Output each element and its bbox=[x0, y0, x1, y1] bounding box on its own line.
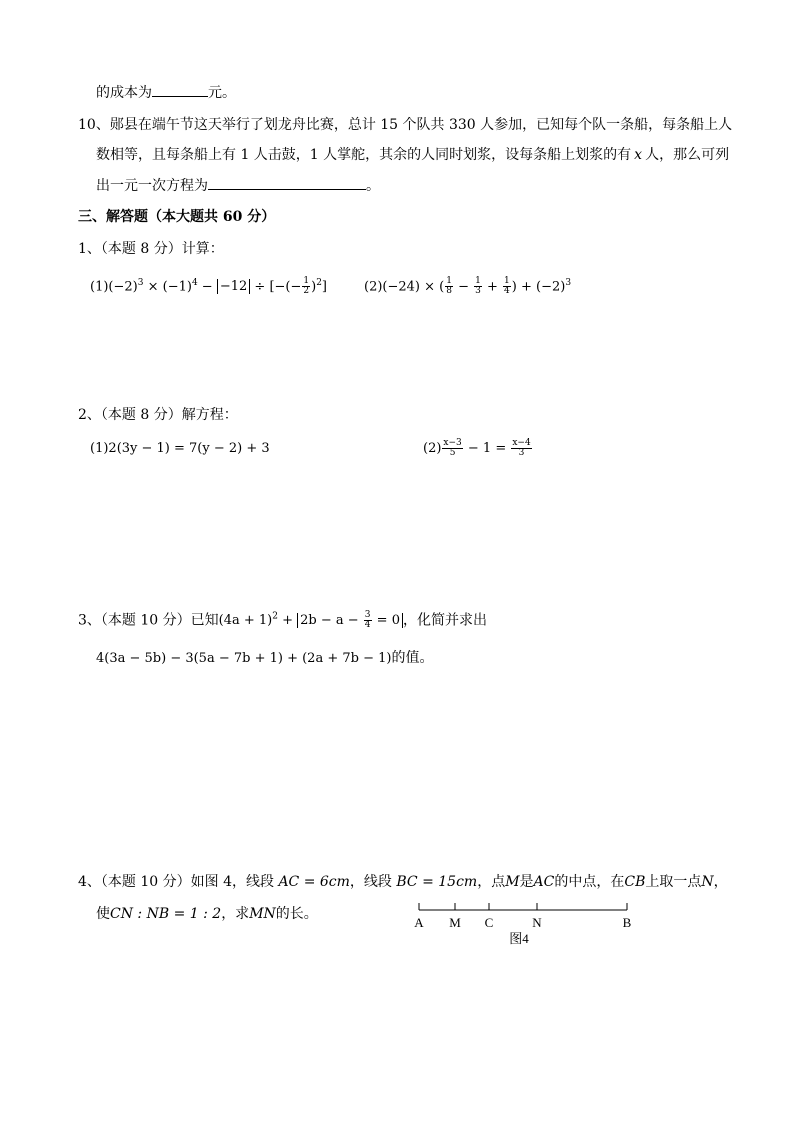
point-label-n: N bbox=[532, 915, 542, 930]
p4-n: N bbox=[701, 874, 714, 890]
p1-e1-label: (1) bbox=[90, 279, 109, 295]
p2-equation-2: (2) $\frac{x-3}{5}$ − 1 = $\frac{x-4}{3}$ bbox=[423, 438, 531, 458]
q10-answer-blank[interactable] bbox=[208, 175, 366, 190]
p3-expr2: 4(3a − 5b) − 3(5a − 7b + 1) + (2a + 7b − 1) bbox=[96, 651, 392, 666]
q9-answer-blank[interactable] bbox=[152, 82, 208, 97]
p2-equation-1 bbox=[90, 439, 270, 459]
p4-text-i: ，求 bbox=[221, 906, 250, 922]
p4-cb: CB bbox=[624, 874, 646, 890]
p4-m: M bbox=[505, 874, 520, 890]
q10-line3-prefix: 出一元一次方程为 bbox=[96, 178, 208, 194]
q10-line2-a: 数相等，且每条船上有 1 人击鼓，1 人掌舵，其余的人同时划浆，设每条船上划浆的有 bbox=[96, 147, 632, 163]
p1-expression-1: $(1)(-2)^3 \times (-1)^4 - -12$ ÷ [−(− $\frac{1}{2}$ )$^2$] bbox=[90, 276, 327, 297]
q10-line-2 bbox=[96, 145, 729, 165]
point-label-a: A bbox=[414, 915, 424, 930]
p4-text-b: ，线段 bbox=[349, 874, 392, 890]
p4-mn: MN bbox=[249, 906, 276, 922]
p1-expression-2: (2)(−24) × ( $\frac{1}{8}$ − $\frac{1}{3}$ + $\frac{1}{4}$ ) + $(-2)^3$ bbox=[364, 276, 572, 297]
p4-line-2 bbox=[96, 904, 318, 924]
p4-text-h: 使 bbox=[96, 906, 110, 922]
q9-suffix: 元。 bbox=[208, 85, 236, 101]
p4-ac: AC = 6cm bbox=[278, 874, 350, 890]
p4-text-a: 4、（本题 10 分）如图 4，线段 bbox=[78, 874, 274, 890]
q9-tail-line bbox=[96, 82, 236, 103]
p4-line-1 bbox=[78, 872, 728, 892]
p2-e1-label: (1) bbox=[90, 441, 109, 456]
p3-line-2 bbox=[96, 648, 433, 669]
figure-caption: 图4 bbox=[509, 931, 529, 946]
p1-e2-label: (2) bbox=[364, 279, 383, 295]
point-label-b: B bbox=[622, 915, 632, 930]
q10-line3-suffix: 。 bbox=[366, 178, 380, 194]
p4-ac2: AC bbox=[533, 874, 555, 890]
q10-line-3 bbox=[96, 175, 380, 196]
p2-e2-label: (2) bbox=[423, 441, 442, 456]
p1-header: 1、（本题 8 分）计算： bbox=[78, 241, 224, 257]
p4-text-g: ， bbox=[713, 874, 728, 890]
point-label-m: M bbox=[449, 915, 461, 930]
q9-prefix: 的成本为 bbox=[96, 85, 152, 101]
q10-line-1: 10、郧县在端午节这天举行了划龙舟比赛，总计 15 个队共 330 人参加，已知每个队一条船，每条船上人 bbox=[78, 117, 733, 133]
figure-4-segment bbox=[405, 898, 645, 958]
p4-text-c: ，点 bbox=[477, 874, 506, 890]
p3-condition: $(4a + 1)^2 + 2b - a$ − $\frac{3}{4}$ = 0 bbox=[219, 613, 403, 628]
p4-text-e: 的中点，在 bbox=[554, 874, 625, 890]
p2-e1-expr: 2(3y − 1) = 7(y − 2) + 3 bbox=[108, 441, 270, 456]
p3-line-1 bbox=[78, 607, 487, 631]
p4-bc: BC = 15cm bbox=[396, 874, 478, 890]
p3-tail: ，化简并求出 bbox=[402, 612, 487, 629]
p2-header: 2、（本题 8 分）解方程： bbox=[78, 407, 238, 423]
point-label-c: C bbox=[484, 915, 494, 930]
p3-expr2-tail: 的值。 bbox=[391, 650, 434, 666]
p4-ratio: CN : NB = 1 : 2 bbox=[110, 906, 222, 922]
p4-text-j: 的长。 bbox=[275, 906, 318, 922]
p4-text-d: 是 bbox=[519, 874, 534, 890]
p4-text-f: 上取一点 bbox=[645, 874, 702, 890]
q10-line2-b: 人，那么可列 bbox=[645, 147, 730, 163]
p3-header: 3、（本题 10 分）已知 bbox=[78, 612, 219, 629]
q10-variable: x bbox=[634, 147, 643, 163]
section-3-title: 三、解答题（本大题共 60 分） bbox=[78, 209, 276, 225]
